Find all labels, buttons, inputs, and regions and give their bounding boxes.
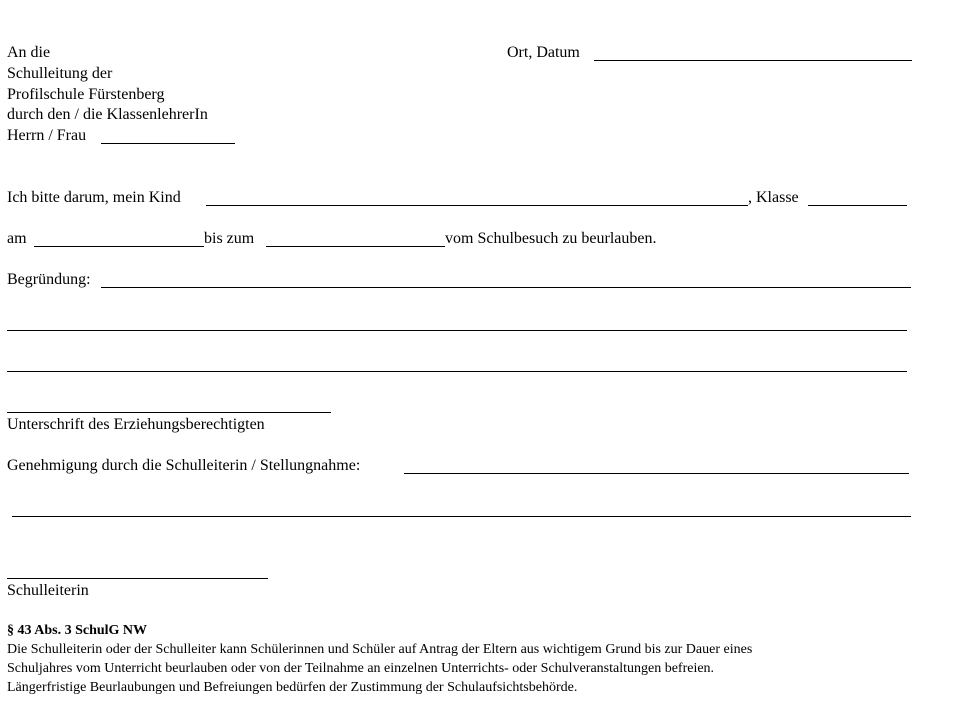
class-label: , Klasse xyxy=(748,189,799,206)
recipient-line-5: Herrn / Frau xyxy=(7,127,87,144)
approval-field-line-2[interactable] xyxy=(12,516,911,517)
law-text-line-3: Längerfristige Beurlaubungen und Befreiungen bedürfen der Zustimmung der Schulaufsichtsbehörde. xyxy=(7,680,578,695)
purpose-text: vom Schulbesuch zu beurlauben. xyxy=(445,230,657,247)
place-date-label: Ort, Datum xyxy=(507,44,580,61)
reason-field-line-3[interactable] xyxy=(7,371,907,372)
from-label: am xyxy=(7,230,27,247)
from-date-field[interactable] xyxy=(34,246,204,247)
parent-signature-field[interactable] xyxy=(7,412,331,413)
principal-signature-label: Schulleiterin xyxy=(7,582,89,599)
until-label: bis zum xyxy=(204,230,255,247)
law-title: § 43 Abs. 3 SchulG NW xyxy=(7,623,148,638)
until-date-field[interactable] xyxy=(266,246,445,247)
reason-label: Begründung: xyxy=(7,271,91,288)
place-date-field[interactable] xyxy=(594,60,912,61)
recipient-line-1: An die xyxy=(7,44,51,61)
approval-field-line-1[interactable] xyxy=(404,473,909,474)
approval-label: Genehmigung durch die Schulleiterin / Stellungnahme: xyxy=(7,457,361,474)
parent-signature-label: Unterschrift des Erziehungsberechtigten xyxy=(7,416,265,433)
law-text-line-2: Schuljahres vom Unterricht beurlauben oder von der Teilnahme an einzelnen Unterrichts- oder Schulveranstaltungen befreien. xyxy=(7,661,715,676)
class-field[interactable] xyxy=(808,205,907,206)
principal-signature-field[interactable] xyxy=(7,578,268,579)
recipient-line-2: Schulleitung der xyxy=(7,65,113,82)
request-intro: Ich bitte darum, mein Kind xyxy=(7,189,181,206)
teacher-name-field[interactable] xyxy=(101,143,235,144)
law-text-line-1: Die Schulleiterin oder der Schulleiter kann Schülerinnen und Schüler auf Antrag der Eltern aus wichtigem Grund bis zur Dauer eines xyxy=(7,642,753,657)
reason-field-line-2[interactable] xyxy=(7,330,907,331)
recipient-line-4: durch den / die KlassenlehrerIn xyxy=(7,106,208,123)
reason-field-line-1[interactable] xyxy=(101,287,911,288)
child-name-field[interactable] xyxy=(206,205,748,206)
recipient-line-3: Profilschule Fürstenberg xyxy=(7,86,165,103)
